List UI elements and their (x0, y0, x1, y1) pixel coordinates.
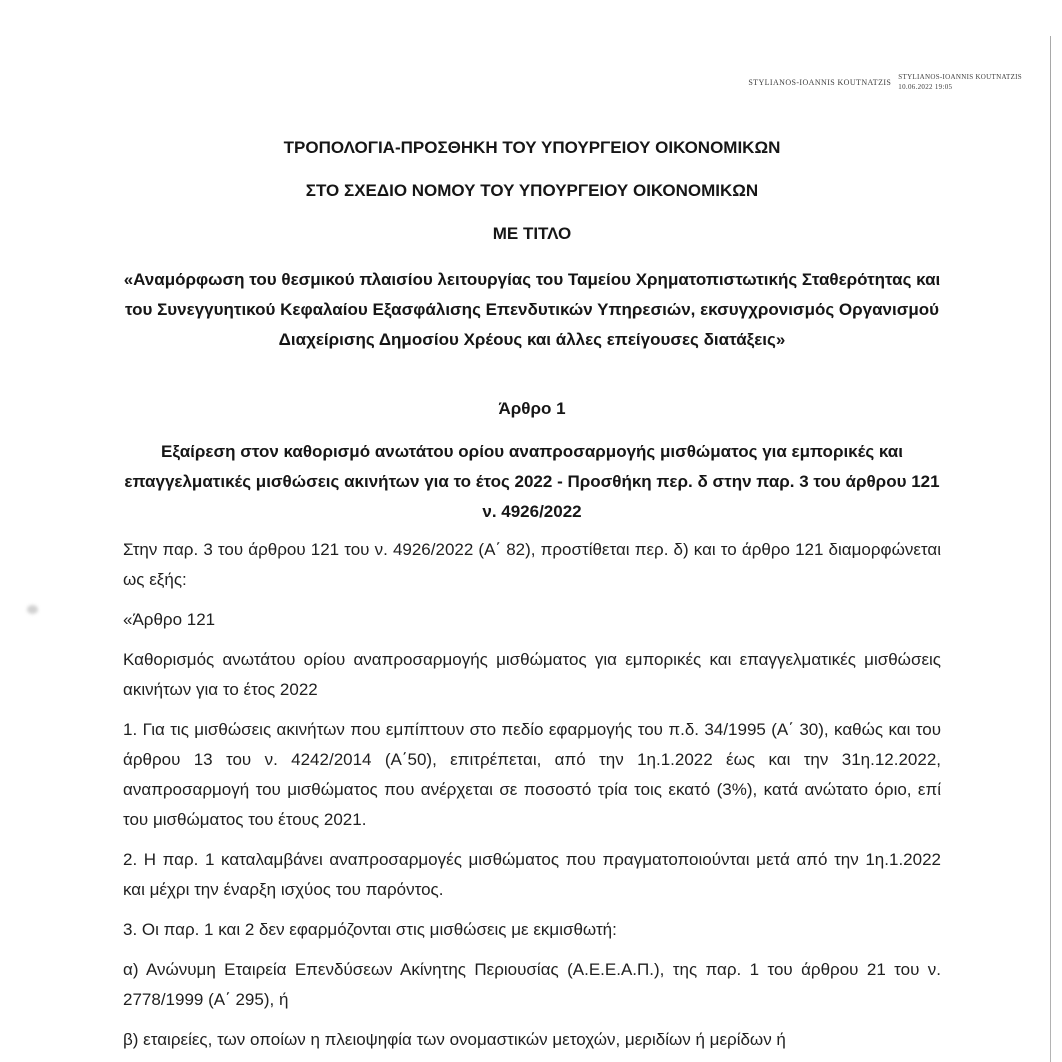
signature-signer-name: STYLIANOS-IOANNIS KOUTNATZIS (748, 77, 892, 87)
document-title-line-1: ΤΡΟΠΟΛΟΓΙΑ-ΠΡΟΣΘΗΚΗ ΤΟΥ ΥΠΟΥΡΓΕΙΟΥ ΟΙΚΟΝΟΜΙΚΩΝ (283, 138, 781, 157)
paragraph-1: 1. Για τις μισθώσεις ακινήτων που εμπίπτουν στο πεδίο εφαρμογής του π.δ. 34/1995 (Α΄ 30), καθώς και του άρθρου 13 του ν. 4242/2014 (Α΄50), επιτρέπεται, από την 1η.1.2022 έως και την 31η.12.2022, αναπροσαρμογή του μισθώματος που ανέρχεται σε ποσοστό τρία τοις εκατό (3%), κατά ανώτατο όριο, επί του μισθώματος του έτους 2021. (123, 720, 941, 829)
signature-datetime: 10.06.2022 19:05 (898, 83, 953, 91)
law-title: «Αναμόρφωση του θεσμικού πλαισίου λειτουργίας του Ταμείου Χρηματοπιστωτικής Σταθερότητας και του Συνεγγυητικού Κεφαλαίου Εξασφάλισης Επενδυτικών Υπηρεσιών, εκσυγχρονισμός Οργανισμού Διαχείρισης Δημοσίου Χρέους και άλλες επείγουσες διατάξεις» (123, 270, 941, 349)
signature-signer-name-repeat: STYLIANOS-IOANNIS KOUTNATZIS (898, 73, 1022, 81)
quoted-article-number: «Άρθρο 121 (123, 610, 216, 629)
article-1-heading: Άρθρο 1 (498, 399, 566, 418)
scan-smudge (27, 605, 38, 614)
document-title-line-2: ΣΤΟ ΣΧΕΔΙΟ ΝΟΜΟΥ ΤΟΥ ΥΠΟΥΡΓΕΙΟΥ ΟΙΚΟΝΟΜΙΚΩΝ (305, 181, 759, 200)
paragraph-3b-cutoff: β) εταιρείες, των οποίων η πλειοψηφία των ονομαστικών μετοχών, μεριδίων ή μερίδων ή (123, 1030, 786, 1049)
document-title-line-3: ΜΕ ΤΙΤΛΟ (492, 224, 572, 243)
document-content (123, 0, 941, 1062)
paragraph-3: 3. Οι παρ. 1 και 2 δεν εφαρμόζονται στις μισθώσεις με εκμισθωτή: (123, 920, 617, 939)
paragraph-intro: Στην παρ. 3 του άρθρου 121 του ν. 4926/2022 (Α΄ 82), προστίθεται περ. δ) και το άρθρο 121 διαμορφώνεται ως εξής: (123, 540, 941, 589)
quoted-article-title: Καθορισμός ανωτάτου ορίου αναπροσαρμογής μισθώματος για εμπορικές και επαγγελματικές μισθώσεις ακινήτων για το έτος 2022 (123, 650, 941, 699)
article-1-subject: Εξαίρεση στον καθορισμό ανωτάτου ορίου αναπροσαρμογής μισθώματος για εμπορικές και επαγγελματικές μισθώσεις ακινήτων για το έτος 2022 - Προσθήκη περ. δ στην παρ. 3 του άρθρου 121 ν. 4926/2022 (124, 442, 940, 521)
paragraph-3a: α) Ανώνυμη Εταιρεία Επενδύσεων Ακίνητης Περιουσίας (Α.Ε.Ε.Α.Π.), της παρ. 1 του άρθρου 21 του ν. 2778/1999 (Α΄ 295), ή (123, 960, 941, 1009)
scan-edge-line (1050, 36, 1051, 1062)
paragraph-2: 2. Η παρ. 1 καταλαμβάνει αναπροσαρμογές μισθώματος που πραγματοποιούνται μετά από την 1η.1.2022 και μέχρι την έναρξη ισχύος του παρόντος. (123, 850, 941, 899)
